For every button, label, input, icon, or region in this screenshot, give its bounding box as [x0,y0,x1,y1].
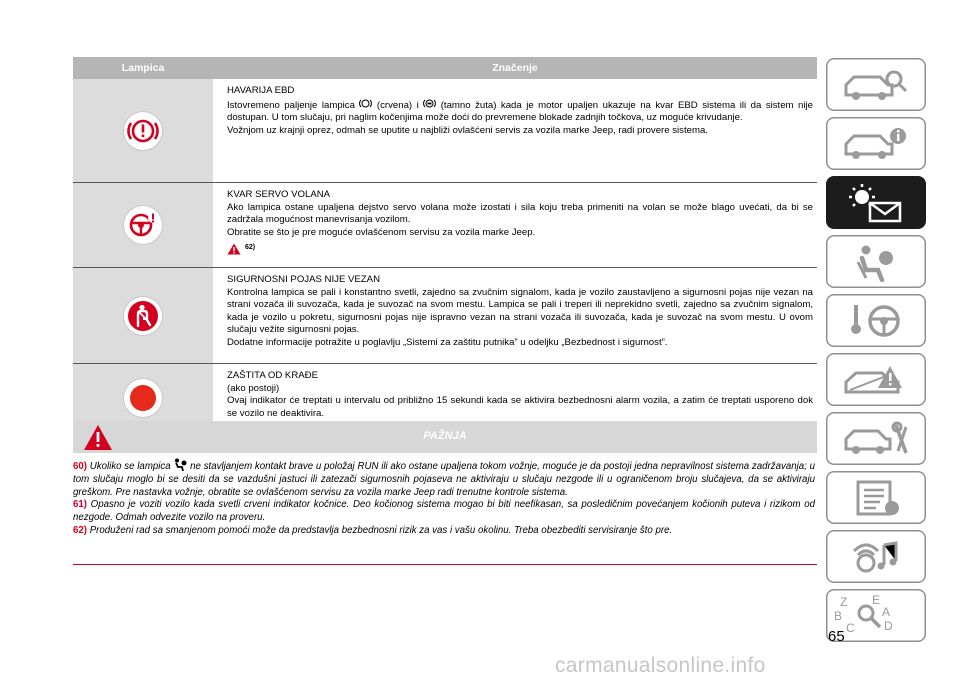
row-body: Ako lampica ostane upaljena dejstvo servo volana može izostati i sila koju treba primeniti na volan se može blago uvećati, da bi se zadržala mogućnost manevrisanja vozilom. [227,201,813,226]
steering-warning-icon [124,206,162,244]
abs-inline-icon [423,98,436,109]
key-steering-icon[interactable] [826,294,926,347]
header-meaning: Značenje [492,62,538,74]
header-lamp: Lampica [121,62,165,74]
car-tools-icon[interactable] [826,412,926,465]
chapter-tabs [826,58,926,648]
attention-notes [73,458,815,538]
warning-light-message-icon[interactable] [826,176,926,229]
attention-header [73,421,817,453]
brake-inline-icon [359,98,372,109]
car-breakdown-icon[interactable] [826,353,926,406]
technical-data-icon[interactable] [826,471,926,524]
reference-number: 62) [245,244,256,252]
row-body-2: Vožnjom uz krajnji oprez, odmah se uputite u najbliži ovlašćeni servis za vozila marke Jeep, radi provere sistema. [227,124,708,136]
row-title: SIGURNOSNI POJAS NIJE VEZAN [227,274,380,285]
airbag-person-icon[interactable] [826,235,926,288]
index-letter-d: D [884,619,893,633]
watermark: carmanualsonline.info [555,654,766,677]
row-title: KVAR SERVO VOLANA [227,189,331,200]
warning-triangle-icon [227,243,241,255]
seatbelt-icon [124,297,162,335]
meaning-cell [213,183,817,267]
airbag-inline-icon [173,458,187,471]
table-header [73,57,817,79]
row-title: ZAŠTITA OD KRAĐE [227,370,318,381]
attention-note: 62) Produženi rad sa smanjenom pomoći može da predstavlja bezbednosni rizik za vas i vašu okolinu. Treba obezbediti servisiranje što pre. [73,524,673,536]
warning-reference [227,242,255,255]
car-search-icon[interactable] [826,58,926,111]
index-letter-e: E [872,593,881,607]
attention-divider [73,564,817,565]
table-row [73,79,817,183]
index-letter-c: C [846,621,855,635]
index-letter-z: Z [840,595,848,609]
index-letter-a: A [882,605,891,619]
attention-note: 60) Ukoliko se lampica ne stavljanjem kontakt brave u položaj RUN ili ako ostane upaljena tokom vožnje, moguće je da postoji jedna nepravilnost sistema zadržavanja; u tom slučaju moglo bi se desiti da se vazdušni jastuci ili zatezači sigurnosnih pojaseva ne aktiviraju u slučaju nezgode ili u ograničenom broju slučajeva, da se aktiviraju greškom. Pre nastavka vožnje, obratite se ovlašćenom servisu za vozila marke Jeep radi trenutne kontrole sistema. [73,458,815,499]
row-body-2: Obratite se što je pre moguće ovlašćenom servisu za vozila marke Jeep. [227,226,536,238]
table-row [73,183,817,268]
meaning-cell [213,79,817,182]
lamp-cell [73,268,213,363]
warning-lights-table [73,57,817,433]
brake-warning-icon [124,112,162,150]
attention-note: 61) Opasno je voziti vozilo kada svetli crveni indikator kočnice. Deo kočionog sistema mogao bi biti neefikasan, sa posledičnim povećanjem kočionih puteva i rizikom od nezgode. Odmah odvezite vozilo na proveru. [73,499,815,524]
row-body-2: Ovaj indikator će treptati u intervalu od približno 15 sekundi kada se aktivira bezbednosni alarm vozila, a zatim će treptati usporeno dok se vozilo ne deaktivira. [227,395,813,419]
table-row [73,268,817,364]
page-number: 65 [828,628,845,645]
car-info-icon[interactable] [826,117,926,170]
theft-indicator-icon [124,379,162,417]
lamp-cell [73,183,213,267]
lamp-cell [73,79,213,182]
attention-title: PAŽNJA [423,430,467,442]
magnifier-icon [854,601,884,631]
meaning-cell [213,268,817,363]
row-body: Kontrolna lampica se pali i konstantno svetli, zajedno sa zvučnim signalom, kada je vozilo zaustavljeno a sigurnosni pojas nije vezan na strani vozača ili suvozača, kada je suvozač na svom mestu. Lampica se pali i treperi ili neprekidno svetli, zajedno sa zvučnim signalom, kada je vozilo u pokretu, sigurnosni pojas nije ispravno vezan na strani vozača ili suvozača, kada je suvozač na svom mestu. U ovom slučaju vežite sigurnosni pojas. [227,286,813,336]
row-title: HAVARIJA EBD [227,85,295,96]
row-body: Istovremeno paljenje lampica (crvena) i (tamno žuta) kada je motor upaljen ukazuje na kvar EBD sistema ili da sistem nije dostupan. U tom slučaju, pri naglim kočenjima može doći do prevremene blokade zadnjih točkova, uz moguće krivudanje. [227,99,813,124]
multimedia-icon[interactable] [826,530,926,583]
row-body-2: Dodatne informacije potražite u poglavlju „Sistemi za zaštitu putnika” u odeljku „Bezbednost i sigurnost”. [227,336,668,348]
index-letter-b: B [834,609,843,623]
row-body: (ako postoji) [227,382,280,394]
